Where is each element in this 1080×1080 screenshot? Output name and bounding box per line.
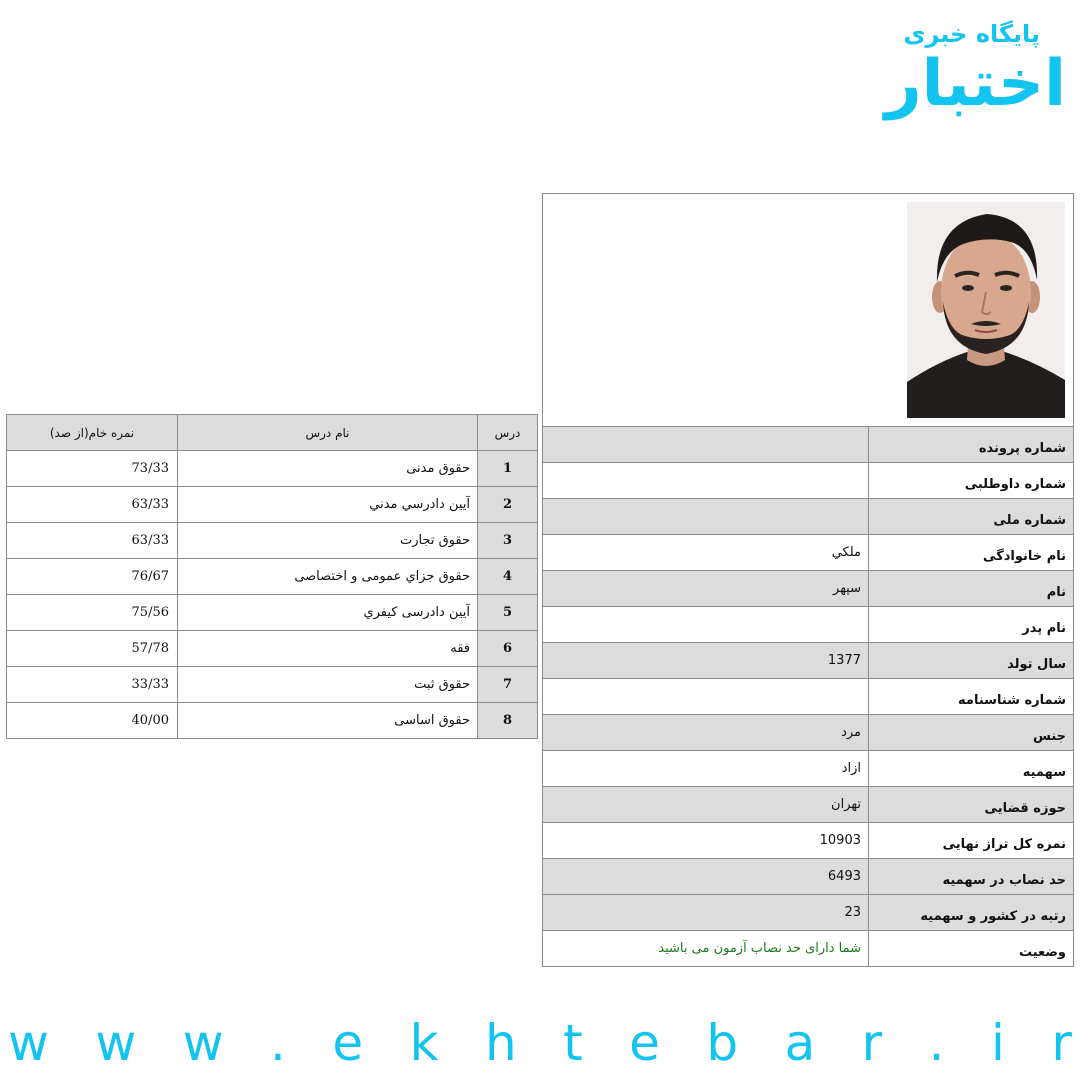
site-logo: [870, 14, 1070, 134]
course-score: 57/78: [131, 641, 169, 656]
course-score: 73/33: [131, 461, 169, 476]
url-char: h: [484, 1014, 517, 1072]
url-char: k: [409, 1014, 439, 1072]
info-label: شماره شناسنامه: [868, 679, 1073, 714]
info-label: وضعیت: [868, 931, 1073, 966]
info-row-last-name: [543, 535, 1073, 571]
info-row-id-number: [543, 679, 1073, 715]
info-label: نام خانوادگی: [868, 535, 1073, 570]
info-row-first-name: [543, 571, 1073, 607]
info-value: 23: [844, 905, 861, 920]
header-raw-score: نمره خام(از صد): [49, 425, 135, 440]
info-value: مرد: [841, 725, 861, 740]
header-course-name: نام درس: [177, 415, 477, 450]
info-row-quota: [543, 751, 1073, 787]
url-char: i: [990, 1014, 1005, 1072]
course-name: حقوق اساسی: [177, 703, 477, 738]
info-value: [543, 463, 868, 498]
info-row-national-id: [543, 499, 1073, 535]
status-message: شما دارای حد نصاب آزمون می باشید: [658, 941, 861, 956]
table-row: [7, 451, 537, 487]
table-row: [7, 667, 537, 703]
info-value: [543, 607, 868, 642]
info-label: حوزه قضایی: [868, 787, 1073, 822]
logo-subtitle: پایگاه خبری: [903, 20, 1040, 48]
info-label: نام: [868, 571, 1073, 606]
url-char: t: [563, 1014, 583, 1072]
info-value: ملكي: [831, 545, 861, 560]
site-url-footer: [0, 1014, 1080, 1072]
table-row: [7, 559, 537, 595]
info-value: 10903: [819, 833, 861, 848]
course-number: 4: [477, 559, 537, 594]
table-row: [7, 703, 537, 738]
candidate-info-table: [542, 193, 1074, 967]
info-value: [543, 679, 868, 714]
info-row-file-number: [543, 427, 1073, 463]
info-row-birth-year: [543, 643, 1073, 679]
url-char: .: [928, 1014, 945, 1072]
course-name: حقوق جزاي عمومی و اختصاصی: [177, 559, 477, 594]
url-char: w: [8, 1014, 49, 1072]
course-name: حقوق ثبت: [177, 667, 477, 702]
photo-row: [543, 194, 1073, 427]
course-score: 33/33: [131, 677, 169, 692]
course-name: آيين دادرسی کیفري: [177, 595, 477, 630]
url-char: w: [182, 1014, 224, 1072]
info-row-total-score: [543, 823, 1073, 859]
info-row-judicial-area: [543, 787, 1073, 823]
info-label: رتبه در کشور و سهمیه: [868, 895, 1073, 930]
info-label: شماره ملی: [868, 499, 1073, 534]
info-row-rank: [543, 895, 1073, 931]
course-name: فقه: [177, 631, 477, 666]
info-value: ازاد: [841, 761, 861, 776]
info-label: نمره کل تراز نهایی: [868, 823, 1073, 858]
course-number: 2: [477, 487, 537, 522]
info-value: [543, 499, 868, 534]
info-value: 6493: [827, 869, 861, 884]
info-label: شماره داوطلبی: [868, 463, 1073, 498]
course-number: 8: [477, 703, 537, 738]
url-char: .: [270, 1014, 286, 1072]
table-row: [7, 631, 537, 667]
table-row: [7, 487, 537, 523]
header-course-number: درس: [477, 415, 537, 450]
candidate-photo-image: [907, 202, 1065, 418]
info-label: جنس: [868, 715, 1073, 750]
course-score: 63/33: [131, 533, 169, 548]
info-value: [543, 427, 868, 462]
url-char: w: [95, 1014, 137, 1072]
table-row: [7, 595, 537, 631]
course-score: 40/00: [131, 713, 169, 728]
info-label: شماره پرونده: [868, 427, 1073, 462]
course-name: آيين دادرسي مدني: [177, 487, 477, 522]
info-row-father-name: [543, 607, 1073, 643]
course-score: 63/33: [131, 497, 169, 512]
info-label: سال تولد: [868, 643, 1073, 678]
scores-header-row: [7, 415, 537, 451]
info-label: سهمیه: [868, 751, 1073, 786]
info-label: حد نصاب در سهمیه: [868, 859, 1073, 894]
url-char: e: [332, 1014, 364, 1072]
course-number: 6: [477, 631, 537, 666]
info-value: سپهر: [833, 581, 861, 596]
course-number: 3: [477, 523, 537, 558]
candidate-photo: [907, 202, 1065, 418]
course-number: 7: [477, 667, 537, 702]
course-number: 1: [477, 451, 537, 486]
scores-table: [6, 414, 538, 739]
info-row-applicant-number: [543, 463, 1073, 499]
url-char: r: [1051, 1014, 1072, 1072]
logo-title: اختبار: [884, 47, 1066, 121]
info-value: تهران: [831, 797, 861, 812]
url-char: e: [629, 1014, 660, 1072]
url-char: a: [784, 1014, 816, 1072]
info-row-gender: [543, 715, 1073, 751]
url-char: b: [706, 1014, 739, 1072]
info-row-status: [543, 931, 1073, 966]
course-name: حقوق مدنی: [177, 451, 477, 486]
course-name: حقوق تجارت: [177, 523, 477, 558]
course-score: 76/67: [131, 569, 169, 584]
info-value: 1377: [827, 653, 861, 668]
course-number: 5: [477, 595, 537, 630]
url-char: r: [861, 1014, 883, 1072]
course-score: 75/56: [131, 605, 169, 620]
info-row-quota-threshold: [543, 859, 1073, 895]
table-row: [7, 523, 537, 559]
info-label: نام پدر: [868, 607, 1073, 642]
